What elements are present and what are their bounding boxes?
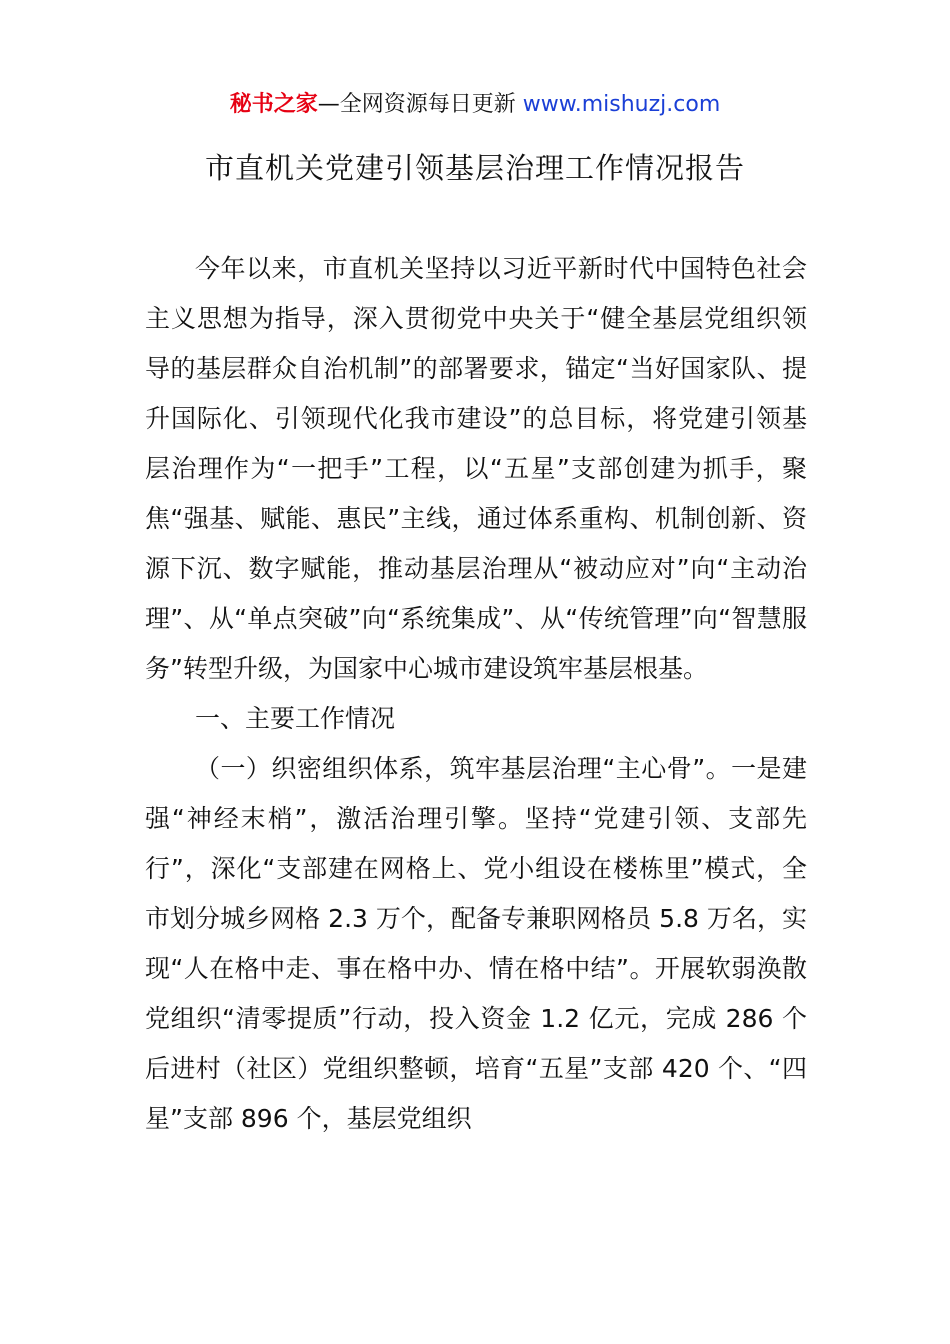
- intro-paragraph: 今年以来，市直机关坚持以习近平新时代中国特色社会主义思想为指导，深入贯彻党中央关于“健全基层党组织领导的基层群众自治机制”的部署要求，锚定“当好国家队、提升国际化、引领现代化我市建设”的总目标，将党建引领基层治理作为“一把手”工程，以“五星”支部创建为抓手，聚焦“强基、赋能、惠民”主线，通过体系重构、机制创新、资源下沉、数字赋能，推动基层治理从“被动应对”向“主动治理”、从“单点突破”向“系统集成”、从“传统管理”向“智慧服务”转型升级，为国家中心城市建设筑牢基层根基。: [145, 254, 807, 683]
- section-paragraph: （一）织密组织体系，筑牢基层治理“主心骨”。一是建强“神经末梢”，激活治理引擎。坚持“党建引领、支部先行”，深化“支部建在网格上、党小组设在楼栋里”模式，全市划分城乡网格 2.3 万个，配备专兼职网格员 5.8 万名，实现“人在格中走、事在格中办、情在格中结”。开展软弱涣散党组织“清零提质”行动，投入资金 1.2 亿元，完成 286 个后进村（社区）党组织整顿，培育“五星”支部 420 个、“四星”支部 896 个，基层党组织: [145, 754, 807, 1133]
- site-brand: 秘书之家: [229, 92, 318, 117]
- document-body: [145, 244, 807, 1144]
- site-tagline: —全网资源每日更新: [317, 92, 523, 117]
- site-url-link[interactable]: www.mishuzj.com: [522, 92, 721, 117]
- section-heading: 一、主要工作情况: [195, 704, 396, 733]
- site-header: [0, 88, 950, 122]
- document-title: 市直机关党建引领基层治理工作情况报告: [204, 151, 745, 185]
